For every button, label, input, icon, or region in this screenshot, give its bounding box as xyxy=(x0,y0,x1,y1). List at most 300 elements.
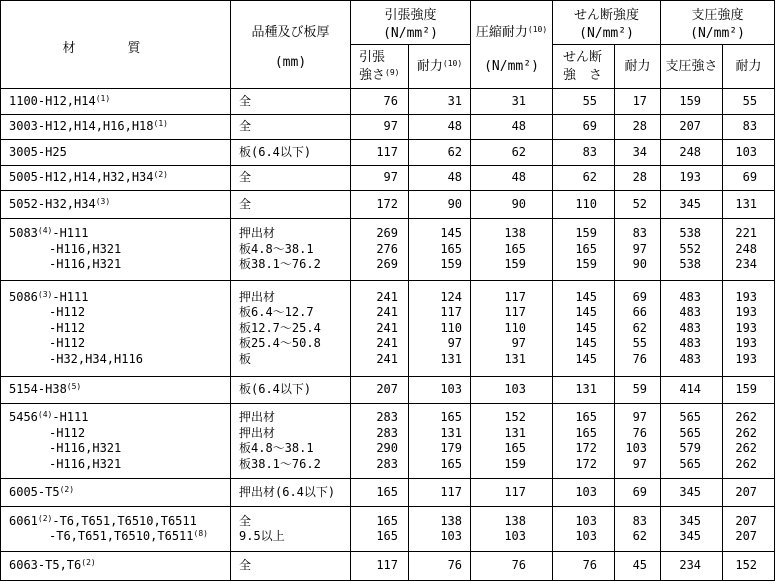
product-line: 全 xyxy=(239,513,252,528)
compressive-proof-cell xyxy=(471,140,553,166)
footnote-marker: (1) xyxy=(153,119,168,129)
table-row xyxy=(1,377,775,404)
shear-proof-value: 28 xyxy=(632,170,648,185)
compressive-proof-value: 103 xyxy=(504,529,527,543)
bearing-strength-cell xyxy=(661,89,723,115)
shear-strength-value: 76 xyxy=(582,558,598,573)
compressive-proof-cell xyxy=(471,507,553,552)
bearing-proof-value: 69 xyxy=(742,170,758,185)
compressive-proof-value: 117 xyxy=(504,305,527,320)
shear-proof-value: 62 xyxy=(632,529,648,543)
product-line: 板4.8～38.1 xyxy=(239,241,314,256)
alloy-designation: 5083 xyxy=(9,226,38,241)
bearing-proof-cell xyxy=(723,507,775,552)
compressive-proof-value: 165 xyxy=(504,441,527,455)
tensile-strength-cell xyxy=(351,479,409,507)
temper-designation: -T6,T651,T6510,T6511 xyxy=(52,513,197,528)
tensile-proof-value: 48 xyxy=(447,119,463,134)
bearing-strength-cell xyxy=(661,115,723,140)
shear-strength-value: 159 xyxy=(575,226,598,241)
product-cell xyxy=(231,89,351,115)
tensile-strength-header-line1: 引張 xyxy=(359,49,386,65)
bearing-proof-value: 207 xyxy=(735,529,758,543)
alloy-designation: 1100-H12,H14 xyxy=(9,93,96,108)
bearing-strength-value: 579 xyxy=(679,441,702,455)
compressive-proof-cell xyxy=(471,89,553,115)
shear-strength-value: 110 xyxy=(575,196,598,211)
tensile-strength-value: 97 xyxy=(383,170,398,185)
tensile-proof-value: 138 xyxy=(440,513,463,528)
product-line: 全 xyxy=(239,170,252,185)
compressive-proof-cell xyxy=(471,115,553,140)
compressive-proof-cell xyxy=(471,219,553,281)
shear-strength-value: 69 xyxy=(582,119,598,134)
tensile-strength-value: 290 xyxy=(376,441,398,455)
material-line xyxy=(9,457,230,473)
compressive-proof-cell xyxy=(471,191,553,219)
tensile-proof-value: 103 xyxy=(440,529,463,543)
shear-proof-value: 76 xyxy=(632,425,648,440)
tensile-strength-value: 117 xyxy=(376,558,398,573)
tensile-strength-cell xyxy=(351,281,409,377)
material-line xyxy=(9,257,230,273)
bearing-strength-value: 345 xyxy=(679,484,702,499)
product-line: 板4.8～38.1 xyxy=(239,441,314,455)
temper-designation: -H111 xyxy=(52,226,89,241)
material-line xyxy=(9,485,230,501)
alloy-designation: -H116,H321 xyxy=(49,456,122,471)
product-line: 押出材 xyxy=(239,289,276,304)
bearing-proof-value: 234 xyxy=(735,257,758,272)
tensile-strength-cell xyxy=(351,166,409,191)
shear-proof-cell xyxy=(615,552,661,581)
product-cell xyxy=(231,552,351,581)
product-line: 押出材 xyxy=(239,425,276,440)
shear-header-unit: (N/mm²) xyxy=(579,26,634,41)
bearing-proof-header: 耐力 xyxy=(723,45,775,89)
bearing-strength-value: 345 xyxy=(679,196,702,211)
product-line: 板25.4～50.8 xyxy=(239,336,321,351)
compressive-proof-cell xyxy=(471,479,553,507)
material-cell xyxy=(1,281,231,377)
bearing-strength-value: 565 xyxy=(679,410,702,424)
material-cell xyxy=(1,507,231,552)
footnote-marker: (3) xyxy=(37,289,53,299)
tensile-strength-cell xyxy=(351,219,409,281)
material-cell xyxy=(1,479,231,507)
table-body xyxy=(1,89,775,581)
tensile-proof-value: 165 xyxy=(440,241,463,256)
bearing-strength-value: 552 xyxy=(679,241,702,256)
bearing-strength-value: 565 xyxy=(679,456,702,471)
shear-proof-cell xyxy=(615,404,661,479)
bearing-proof-cell xyxy=(723,404,775,479)
tensile-proof-value: 145 xyxy=(440,226,463,241)
temper-designation: -H111 xyxy=(52,289,89,304)
product-cell xyxy=(231,115,351,140)
shear-strength-value: 103 xyxy=(575,484,598,499)
tensile-proof-header-label: 耐力 xyxy=(416,59,443,74)
shear-strength-value: 145 xyxy=(575,289,598,304)
tensile-strength-value: 269 xyxy=(376,257,398,272)
bearing-proof-value: 193 xyxy=(735,305,758,320)
tensile-strength-value: 76 xyxy=(383,93,398,108)
bearing-proof-cell xyxy=(723,281,775,377)
material-header xyxy=(1,1,231,89)
bearing-strength-cell xyxy=(661,552,723,581)
tensile-strength-cell xyxy=(351,140,409,166)
tensile-proof-value: 48 xyxy=(447,170,463,185)
tensile-proof-value: 117 xyxy=(440,484,463,499)
shear-strength-value: 165 xyxy=(575,410,598,424)
bearing-proof-cell xyxy=(723,479,775,507)
bearing-proof-value: 83 xyxy=(742,119,758,134)
shear-proof-cell xyxy=(615,115,661,140)
bearing-header xyxy=(661,1,775,45)
bearing-proof-cell xyxy=(723,140,775,166)
bearing-proof-value: 221 xyxy=(735,226,758,241)
tensile-strength-value: 207 xyxy=(376,382,398,397)
product-line: 板(6.4以下) xyxy=(239,382,312,397)
footnote-marker: (10) xyxy=(442,59,463,68)
tensile-strength-value: 269 xyxy=(376,226,398,241)
bearing-strength-cell xyxy=(661,281,723,377)
material-cell xyxy=(1,191,231,219)
product-cell xyxy=(231,377,351,404)
tensile-strength-cell xyxy=(351,115,409,140)
shear-strength-cell xyxy=(553,166,615,191)
material-line xyxy=(9,226,230,242)
product-line: 押出材(6.4以下) xyxy=(239,484,336,499)
tensile-proof-cell xyxy=(409,191,471,219)
table-row xyxy=(1,140,775,166)
bearing-proof-value: 248 xyxy=(735,241,758,256)
compressive-proof-value: 159 xyxy=(504,257,527,272)
shear-strength-value: 55 xyxy=(582,93,598,108)
product-cell xyxy=(231,191,351,219)
product-cell xyxy=(231,219,351,281)
material-line xyxy=(9,321,230,337)
footnote-marker: (5) xyxy=(66,382,82,392)
product-line: 押出材 xyxy=(239,226,276,241)
compressive-proof-value: 159 xyxy=(504,456,527,471)
compressive-proof-cell xyxy=(471,404,553,479)
tensile-strength-value: 283 xyxy=(376,410,398,424)
tensile-proof-value: 124 xyxy=(440,289,463,304)
shear-strength-cell xyxy=(553,507,615,552)
tensile-header-unit: (N/mm²) xyxy=(383,26,438,41)
tensile-proof-cell xyxy=(409,219,471,281)
tensile-strength-value: 283 xyxy=(376,425,398,440)
product-line: 板12.7～25.4 xyxy=(239,320,321,335)
bearing-strength-value: 207 xyxy=(679,119,702,134)
shear-strength-header-line1: せん断 xyxy=(563,49,603,65)
tensile-strength-cell xyxy=(351,377,409,404)
material-header-label: 材 質 xyxy=(62,40,141,56)
shear-strength-cell xyxy=(553,140,615,166)
compressive-proof-value: 76 xyxy=(511,558,527,573)
shear-strength-header-line2: 強 さ xyxy=(563,67,603,83)
compressive-proof-value: 165 xyxy=(504,241,527,256)
alloy-designation: 5154-H38 xyxy=(9,382,67,397)
bearing-proof-value: 262 xyxy=(735,441,758,455)
compressive-header-title-line xyxy=(471,25,552,41)
product-line: 全 xyxy=(239,196,252,211)
bearing-strength-value: 538 xyxy=(679,226,702,241)
shear-strength-cell xyxy=(553,479,615,507)
footnote-marker: (8) xyxy=(193,529,208,538)
tensile-proof-value: 62 xyxy=(447,144,463,159)
footnote-marker: (2) xyxy=(81,558,96,568)
compressive-proof-value: 138 xyxy=(504,513,527,528)
bearing-strength-value: 538 xyxy=(679,257,702,272)
bearing-strength-cell xyxy=(661,191,723,219)
tensile-proof-value: 31 xyxy=(447,93,463,108)
product-header-unit: (mm) xyxy=(274,55,307,70)
compressive-proof-value: 131 xyxy=(504,351,527,366)
tensile-strength-header xyxy=(351,45,409,89)
alloy-designation: -H112 xyxy=(49,425,86,440)
alloy-designation: 3003-H12,H14,H16,H18 xyxy=(9,119,154,134)
table-row xyxy=(1,219,775,281)
tensile-proof-cell xyxy=(409,281,471,377)
bearing-proof-value: 207 xyxy=(735,484,758,499)
shear-strength-cell xyxy=(553,115,615,140)
material-line xyxy=(9,529,230,545)
product-cell xyxy=(231,507,351,552)
bearing-proof-value: 262 xyxy=(735,456,758,471)
header-row-groups xyxy=(1,1,775,45)
table-row xyxy=(1,166,775,191)
shear-strength-cell xyxy=(553,377,615,404)
footnote-marker: (4) xyxy=(37,410,53,419)
table-row xyxy=(1,552,775,581)
tensile-strength-value: 172 xyxy=(376,196,398,211)
bearing-proof-value: 262 xyxy=(735,425,758,440)
material-cell xyxy=(1,166,231,191)
footnote-marker: (9) xyxy=(385,67,400,77)
bearing-proof-cell xyxy=(723,115,775,140)
material-cell xyxy=(1,219,231,281)
shear-strength-cell xyxy=(553,404,615,479)
tensile-strength-cell xyxy=(351,552,409,581)
shear-proof-value: 97 xyxy=(632,410,648,424)
product-line: 板38.1～76.2 xyxy=(239,456,321,471)
compressive-proof-value: 48 xyxy=(511,170,527,185)
shear-strength-cell xyxy=(553,191,615,219)
shear-proof-cell xyxy=(615,377,661,404)
table-row xyxy=(1,115,775,140)
bearing-proof-value: 55 xyxy=(742,93,758,108)
bearing-proof-value: 193 xyxy=(735,289,758,304)
shear-strength-cell xyxy=(553,89,615,115)
tensile-proof-cell xyxy=(409,552,471,581)
bearing-proof-value: 193 xyxy=(735,351,758,366)
bearing-strength-value: 483 xyxy=(679,305,702,320)
bearing-proof-cell xyxy=(723,166,775,191)
shear-proof-value: 66 xyxy=(632,305,648,320)
material-cell xyxy=(1,377,231,404)
bearing-proof-value: 152 xyxy=(735,558,758,573)
shear-strength-value: 145 xyxy=(575,320,598,335)
tensile-strength-value: 283 xyxy=(376,456,398,471)
shear-strength-value: 145 xyxy=(575,351,598,366)
tensile-proof-cell xyxy=(409,166,471,191)
tensile-proof-value: 110 xyxy=(440,320,463,335)
material-cell xyxy=(1,115,231,140)
material-line xyxy=(9,514,230,530)
compressive-proof-value: 90 xyxy=(511,196,527,211)
shear-proof-header: 耐力 xyxy=(615,45,661,89)
tensile-proof-cell xyxy=(409,115,471,140)
tensile-strength-value: 117 xyxy=(376,144,398,159)
bearing-strength-cell xyxy=(661,377,723,404)
shear-proof-value: 34 xyxy=(632,144,648,159)
tensile-strength-value: 97 xyxy=(383,119,398,134)
bearing-header-unit: (N/mm²) xyxy=(690,26,745,41)
shear-proof-cell xyxy=(615,166,661,191)
alloy-designation: -H116,H321 xyxy=(49,257,122,272)
shear-strength-value: 165 xyxy=(575,425,598,440)
tensile-proof-cell xyxy=(409,404,471,479)
compressive-proof-cell xyxy=(471,552,553,581)
tensile-proof-value: 117 xyxy=(440,305,463,320)
bearing-strength-value: 414 xyxy=(679,382,702,397)
tensile-proof-value: 179 xyxy=(440,441,463,455)
material-line xyxy=(9,558,230,574)
shear-proof-cell xyxy=(615,479,661,507)
tensile-proof-cell xyxy=(409,89,471,115)
bearing-strength-cell xyxy=(661,166,723,191)
tensile-strength-cell xyxy=(351,191,409,219)
alloy-designation: 5456 xyxy=(9,410,38,424)
bearing-proof-value: 262 xyxy=(735,410,758,424)
product-line: 板38.1～76.2 xyxy=(239,257,321,272)
footnote-marker: (3) xyxy=(95,196,111,206)
bearing-proof-cell xyxy=(723,552,775,581)
shear-proof-value: 97 xyxy=(632,241,648,256)
shear-proof-cell xyxy=(615,507,661,552)
bearing-header-title: 支圧強度 xyxy=(691,8,744,23)
compressive-proof-value: 131 xyxy=(504,425,527,440)
compressive-header-unit: (N/mm²) xyxy=(484,59,539,74)
shear-strength-value: 172 xyxy=(575,441,598,455)
shear-strength-value: 145 xyxy=(575,336,598,351)
shear-header xyxy=(553,1,661,45)
shear-strength-value: 83 xyxy=(582,144,598,159)
bearing-strength-cell xyxy=(661,404,723,479)
shear-proof-value: 59 xyxy=(632,382,648,397)
shear-proof-value: 69 xyxy=(632,289,648,304)
compressive-proof-value: 138 xyxy=(504,226,527,241)
bearing-strength-value: 483 xyxy=(679,320,702,335)
material-line xyxy=(9,441,230,457)
product-line: 9.5以上 xyxy=(239,529,285,543)
shear-strength-cell xyxy=(553,219,615,281)
compressive-proof-value: 48 xyxy=(511,119,527,134)
shear-proof-cell xyxy=(615,219,661,281)
material-cell xyxy=(1,140,231,166)
tensile-strength-value: 165 xyxy=(376,529,398,543)
shear-proof-value: 62 xyxy=(632,320,648,335)
shear-strength-value: 145 xyxy=(575,305,598,320)
product-line: 全 xyxy=(239,558,252,573)
tensile-proof-value: 97 xyxy=(447,336,463,351)
tensile-strength-value: 241 xyxy=(376,320,398,335)
shear-strength-cell xyxy=(553,552,615,581)
product-cell xyxy=(231,166,351,191)
material-line xyxy=(9,410,230,426)
tensile-strength-value: 241 xyxy=(376,351,398,366)
tensile-strength-cell xyxy=(351,507,409,552)
compressive-proof-value: 117 xyxy=(504,289,527,304)
bearing-strength-header: 支圧強さ xyxy=(661,45,723,89)
bearing-proof-cell xyxy=(723,377,775,404)
bearing-strength-value: 159 xyxy=(679,93,702,108)
tensile-strength-cell xyxy=(351,404,409,479)
shear-proof-value: 90 xyxy=(632,257,648,272)
shear-proof-value: 55 xyxy=(632,336,648,351)
bearing-proof-value: 193 xyxy=(735,336,758,351)
product-header-label: 品種及び板厚 xyxy=(251,25,330,40)
material-line xyxy=(9,336,230,352)
alloy-designation: -T6,T651,T6510,T6511 xyxy=(49,529,194,543)
shear-proof-cell xyxy=(615,281,661,377)
alloy-designation: 6063-T5,T6 xyxy=(9,558,82,573)
compressive-proof-value: 31 xyxy=(511,93,527,108)
shear-strength-value: 131 xyxy=(575,382,598,397)
table-header xyxy=(1,1,775,89)
bearing-proof-value: 103 xyxy=(735,144,758,159)
bearing-strength-value: 483 xyxy=(679,289,702,304)
bearing-strength-cell xyxy=(661,507,723,552)
material-line xyxy=(9,242,230,258)
alloy-designation: 3005-H25 xyxy=(9,144,67,159)
compressive-proof-value: 152 xyxy=(504,410,527,424)
footnote-marker: (2) xyxy=(59,484,75,494)
shear-proof-cell xyxy=(615,191,661,219)
shear-header-title: せん断強度 xyxy=(574,8,640,23)
tensile-strength-cell xyxy=(351,89,409,115)
bearing-proof-value: 193 xyxy=(735,320,758,335)
bearing-strength-cell xyxy=(661,219,723,281)
product-cell xyxy=(231,281,351,377)
shear-strength-value: 159 xyxy=(575,257,598,272)
alloy-designation: -H32,H34,H116 xyxy=(49,351,143,366)
shear-proof-cell xyxy=(615,89,661,115)
product-line: 全 xyxy=(239,119,252,134)
material-line xyxy=(9,290,230,306)
tensile-proof-value: 131 xyxy=(440,351,463,366)
alloy-designation: 6061 xyxy=(9,513,38,528)
tensile-proof-value: 131 xyxy=(440,425,463,440)
shear-proof-value: 52 xyxy=(632,196,648,211)
alloy-designation: -H116,H321 xyxy=(49,241,122,256)
tensile-strength-header-line2 xyxy=(359,67,408,85)
shear-proof-value: 76 xyxy=(632,351,648,366)
tensile-strength-value: 276 xyxy=(376,241,398,256)
table-row xyxy=(1,89,775,115)
tensile-strength-value: 165 xyxy=(376,484,398,499)
shear-strength-value: 103 xyxy=(575,513,598,528)
tensile-proof-value: 165 xyxy=(440,410,463,424)
material-cell xyxy=(1,552,231,581)
shear-strength-value: 165 xyxy=(575,241,598,256)
footnote-marker: (2) xyxy=(37,513,53,523)
material-line xyxy=(9,197,230,213)
material-line xyxy=(9,170,230,186)
product-line: 押出材 xyxy=(239,410,276,424)
